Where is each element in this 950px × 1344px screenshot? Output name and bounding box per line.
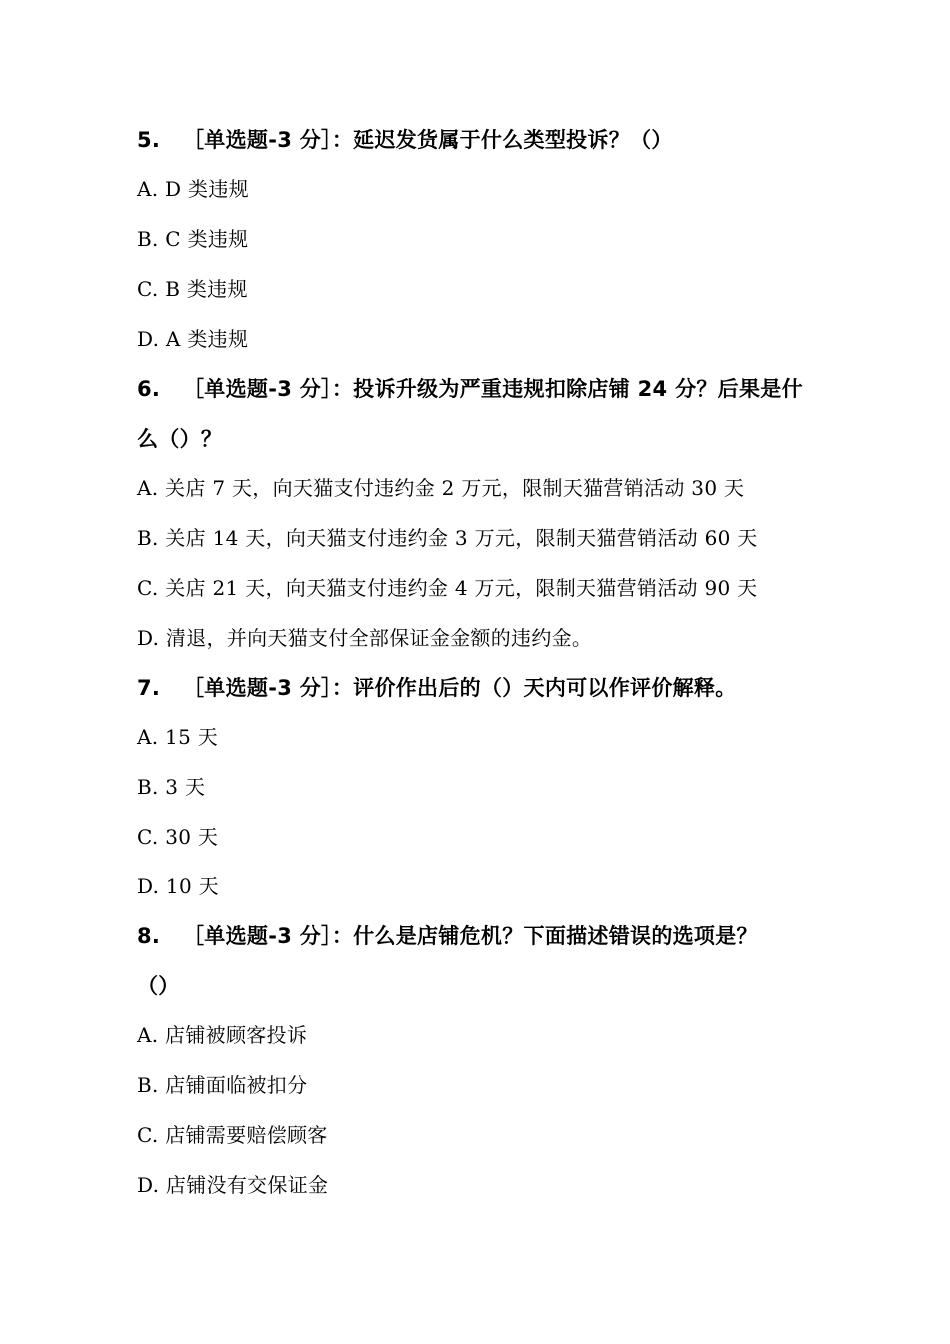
question-7-option-a: A. 15 天 [137,725,219,749]
question-number: 8. [137,924,161,948]
question-8-option-b: B. 店铺面临被扣分 [137,1073,308,1097]
question-7-option-b: B. 3 天 [137,775,206,799]
question-6-option-b: B. 关店 14 天，向天猫支付违约金 3 万元，限制天猫营销活动 60 天 [137,526,758,550]
question-7-header [137,673,737,703]
question-6-option-c: C. 关店 21 天，向天猫支付违约金 4 万元，限制天猫营销活动 90 天 [137,576,758,600]
question-text: ［单选题-3 分］：评价作出后的（）天内可以作评价解释。 [183,676,737,700]
question-8-option-c: C. 店铺需要赔偿顾客 [137,1123,328,1147]
question-text: ［单选题-3 分］：投诉升级为严重违规扣除店铺 24 分？后果是什 [183,377,803,401]
question-5-option-d: D. A 类违规 [137,327,249,351]
question-text: ［单选题-3 分］：延迟发货属于什么类型投诉？（） [183,128,673,152]
question-8-option-a: A. 店铺被顾客投诉 [137,1023,308,1047]
question-8-option-d: D. 店铺没有交保证金 [137,1173,329,1197]
question-text: ［单选题-3 分］：什么是店铺危机？下面描述错误的选项是？ [183,924,758,948]
question-8-continuation: （） [137,974,180,998]
question-8-header [137,921,758,951]
question-6-option-d: D. 清退，并向天猫支付全部保证金金额的违约金。 [137,626,593,650]
question-6-continuation: 么（）？ [137,427,223,451]
question-7-option-d: D. 10 天 [137,874,219,898]
question-number: 6. [137,377,161,401]
question-5-option-b: B. C 类违规 [137,227,249,251]
question-number: 5. [137,128,161,152]
question-7-option-c: C. 30 天 [137,825,219,849]
question-5-option-c: C. B 类违规 [137,277,248,301]
question-6-header [137,374,803,404]
question-5-header [137,125,673,155]
question-6-option-a: A. 关店 7 天，向天猫支付违约金 2 万元，限制天猫营销活动 30 天 [137,476,745,500]
question-number: 7. [137,676,161,700]
question-5-option-a: A. D 类违规 [137,177,249,201]
